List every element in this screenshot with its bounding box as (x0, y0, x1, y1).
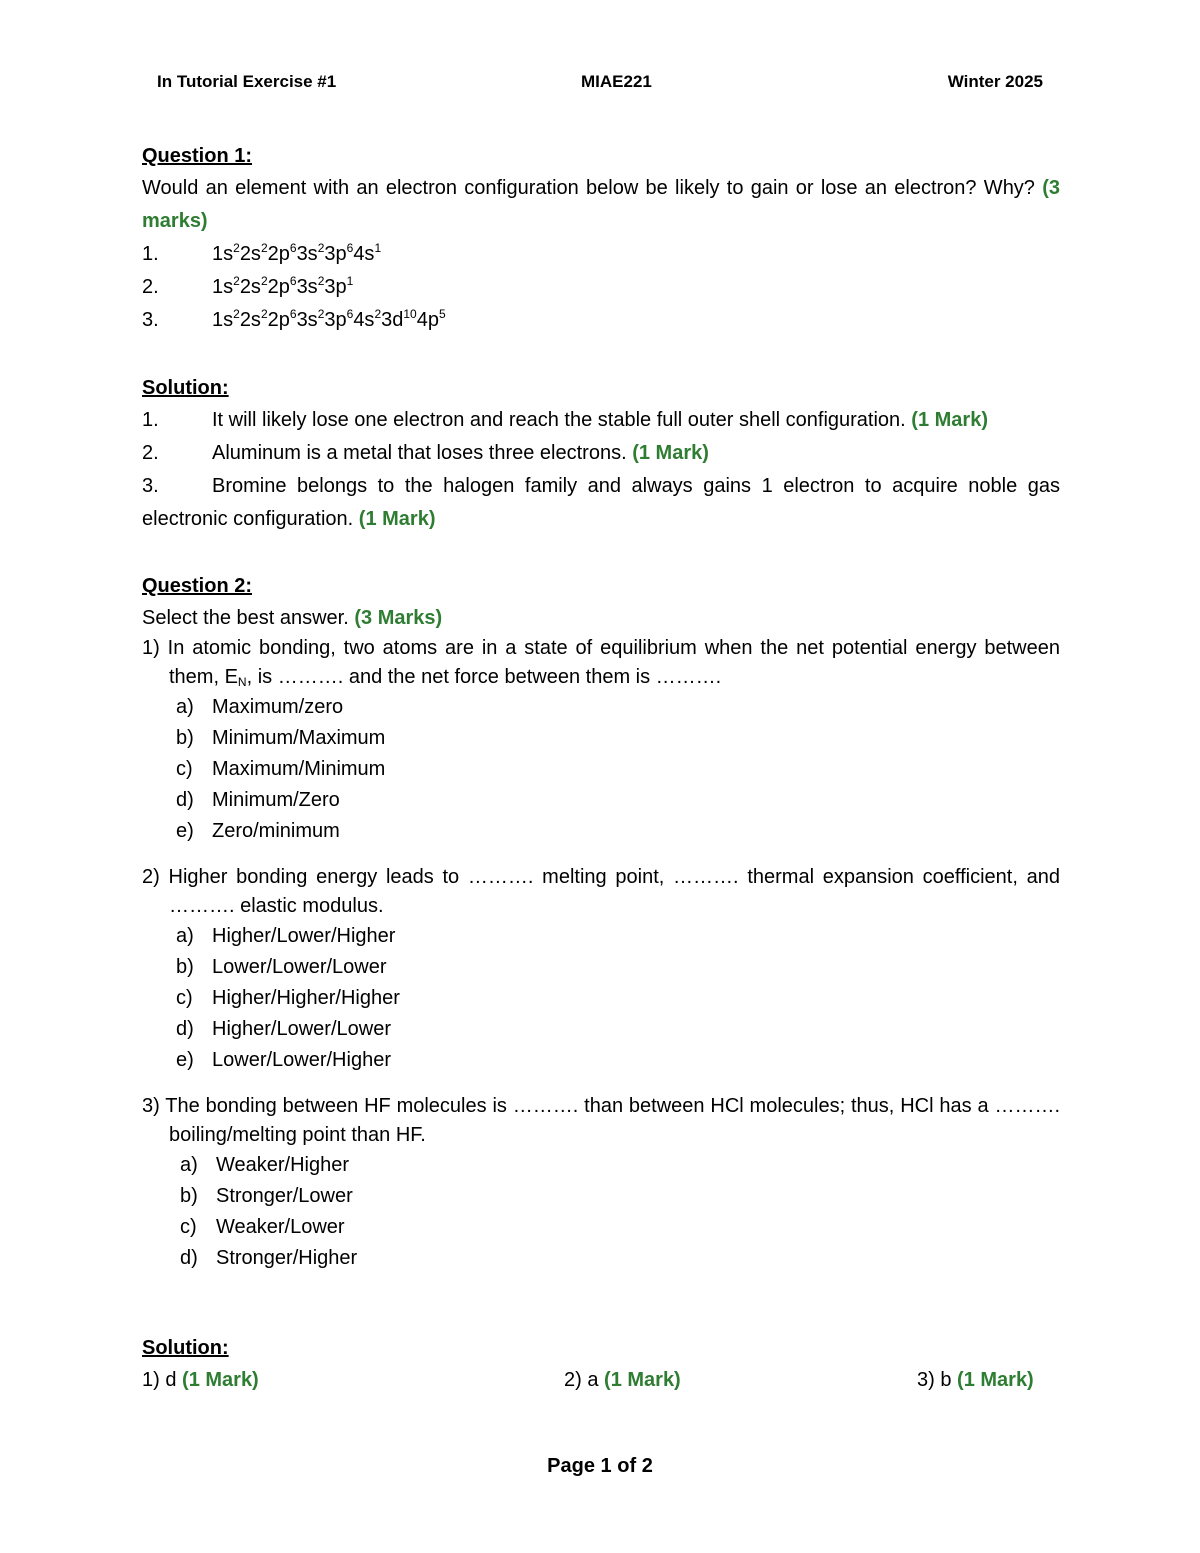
question-1-title: Question 1: (142, 145, 253, 167)
solution-1-title: Solution: (142, 377, 229, 399)
answer-2: 2) a (1 Mark) (564, 1369, 681, 1391)
option-item: d) Higher/Lower/Lower (176, 1018, 391, 1040)
solution-1-item-3: 3. Bromine belongs to the halogen family and always gains 1 electron to acquire noble gas electronic configuration. (1 Mark) (142, 475, 1060, 530)
header-course-code: MIAE221 (581, 72, 652, 91)
solution-1-section (142, 372, 1060, 536)
option-item: e) Zero/minimum (176, 820, 340, 842)
sub-question-1: 1) In atomic bonding, two atoms are in a state of equilibrium when the net potential energy between them, $E_N$, is ………. and the net force between them is ………. (142, 637, 1060, 689)
option-item: d) Minimum/Zero (176, 789, 340, 811)
solution-1-item-1: 1. It will likely lose one electron and reach the stable full outer shell configuration. (1 Mark) (142, 409, 988, 431)
page-number: Page 1 of 2 (547, 1455, 653, 1477)
header-exercise-title: In Tutorial Exercise #1 (157, 72, 337, 91)
option-item: a) Weaker/Higher (180, 1154, 350, 1176)
config-item-2: 2. $1s^22s^22p^63s^23p^1$ (142, 274, 354, 298)
solution-2-answers (142, 1364, 1060, 1396)
config-item-3: 3. $1s^22s^22p^63s^23p^64s^23d^{10}4p^5$ (142, 307, 446, 331)
question-2-marks: (3 Marks) (354, 607, 443, 629)
page-header (157, 72, 1043, 98)
option-item: a) Maximum/zero (176, 696, 344, 718)
solution-2-title: Solution: (142, 1337, 229, 1359)
option-item: c) Maximum/Minimum (176, 758, 386, 780)
question-1-marks: (3 marks) (142, 177, 1060, 232)
sub-question-3: 3) The bonding between HF molecules is ………. than between HCl molecules; thus, HCl has a ………. boiling/melting point than HF. (142, 1095, 1060, 1146)
solution-2-section (142, 1332, 1060, 1396)
solution-1-item-2: 2. Aluminum is a metal that loses three electrons. (1 Mark) (142, 442, 709, 464)
sub-question-1-options (142, 692, 1060, 847)
question-2-section (142, 570, 1060, 1274)
option-item: b) Lower/Lower/Lower (176, 956, 387, 978)
answer-1: 1) d (1 Mark) (142, 1369, 259, 1391)
sub-question-2: 2) Higher bonding energy leads to ………. melting point, ………. thermal expansion coefficient, and ………. elastic modulus. (142, 866, 1060, 917)
question-2-title: Question 2: (142, 575, 253, 597)
option-item: c) Higher/Higher/Higher (176, 987, 400, 1009)
sub-question-3-options (142, 1150, 1060, 1274)
option-item: d) Stronger/Higher (180, 1247, 358, 1269)
option-item: a) Higher/Lower/Higher (176, 925, 396, 947)
option-item: e) Lower/Lower/Higher (176, 1049, 391, 1071)
sub-question-2-options (142, 921, 1060, 1076)
header-term: Winter 2025 (947, 72, 1043, 91)
option-item: b) Stronger/Lower (180, 1185, 353, 1207)
config-item-1: 1. $1s^22s^22p^63s^23p^64s^1$ (142, 241, 382, 265)
question-1-section (142, 140, 1060, 337)
option-item: c) Weaker/Lower (180, 1216, 345, 1238)
answer-3: 3) b (1 Mark) (917, 1369, 1034, 1391)
option-item: b) Minimum/Maximum (176, 727, 386, 749)
question-1-prompt: Would an element with an electron configuration below be likely to gain or lose an electron? Why? (3 marks) (142, 177, 1060, 232)
question-2-prompt: Select the best answer. (3 Marks) (142, 607, 443, 629)
